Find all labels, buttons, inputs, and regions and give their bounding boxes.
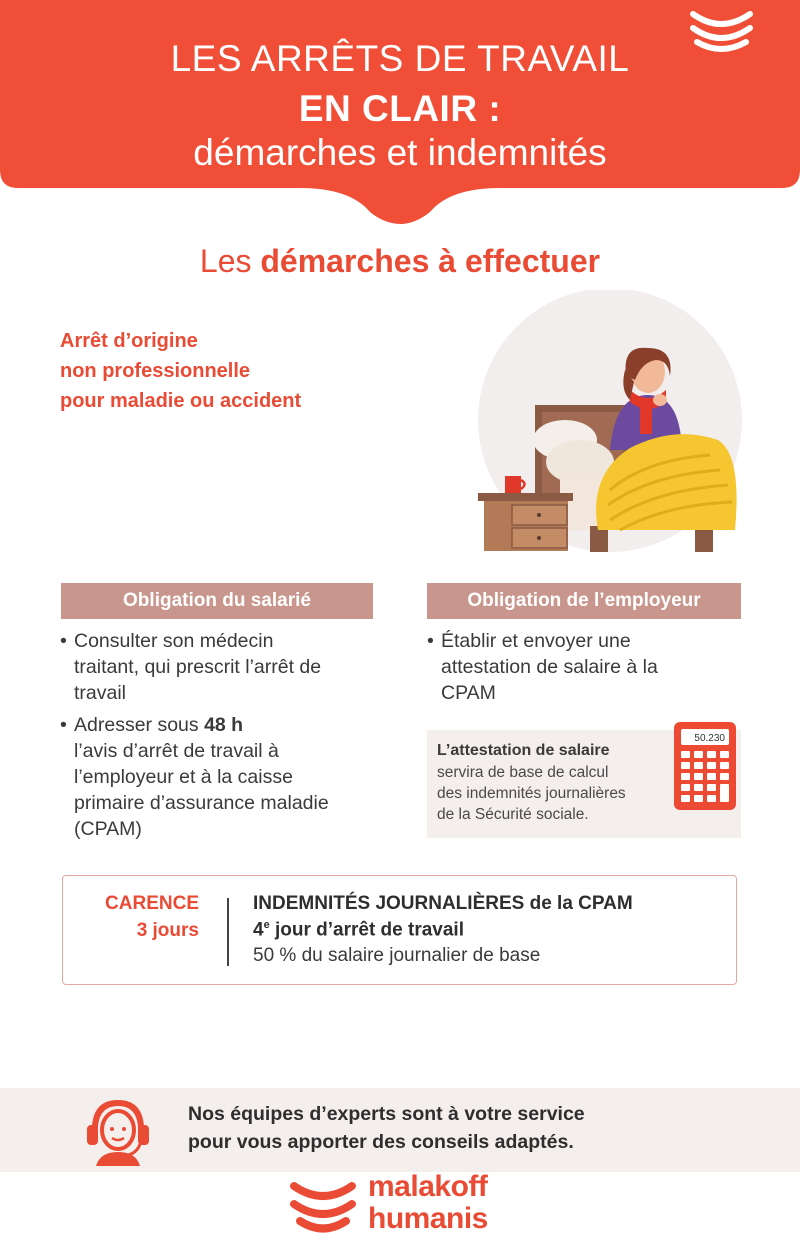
employer-obligation-header: Obligation de l’employeur [427,583,741,619]
header-title-line1: LES ARRÊTS DE TRAVAIL [170,38,630,79]
section-title-prefix: Les [199,243,261,279]
contact-line1: Nos équipes d’experts sont à votre service [188,1103,585,1125]
list-item: • Adresser sous 48 h l’avis d’arrêt de travail à l’employeur et à la caisse primaire d’assurance maladie (CPAM) [60,712,390,842]
brand-name-line2: humanis [368,1202,488,1235]
calculator-icon [672,720,738,812]
calculator-display: 50.230 [694,733,725,744]
list-item: • Consulter son médecin traitant, qui prescrit l’arrêt de travail [60,628,390,706]
carence-days: 3 jours [136,920,199,941]
section-title [0,243,800,280]
employer-obligation-list [427,628,757,712]
attestation-line1: servira de base de calcul [437,764,609,781]
attestation-line2: des indemnités journalières [437,785,626,802]
brand-name-line1: malakoff [368,1170,488,1203]
malakoff-logo-icon [288,1176,358,1236]
attestation-line3: de la Sécurité sociale. [437,806,589,823]
header-title-line3: démarches et indemnités [193,132,607,173]
sick-woman-in-bed-illustration [470,290,750,565]
origin-line1: Arrêt d’origine [60,330,198,352]
carence-label: CARENCE [105,893,199,914]
origin-line3: pour maladie ou accident [60,390,302,412]
header-title-line2: EN CLAIR : [298,88,502,129]
employee-obligation-header: Obligation du salarié [61,583,373,619]
ij-rate: 50 % du salaire journalier de base [253,945,541,966]
headset-agent-icon [80,1092,156,1168]
carence-box [62,875,737,985]
section-title-bold: démarches à effectuer [260,243,601,279]
contact-line2: pour vous apporter des conseils adaptés. [188,1131,574,1153]
employee-obligation-list [60,628,390,848]
ij-title: INDEMNITÉS JOURNALIÈRES de la CPAM [253,893,633,914]
ij-start-day: 4e jour d’arrêt de travail [253,919,464,941]
carence-divider [227,898,229,966]
contact-band [0,1088,800,1172]
origin-line2: non professionnelle [60,360,251,382]
attestation-title: L’attestation de salaire [437,742,610,759]
list-item: • Établir et envoyer une attestation de salaire à la CPAM [427,628,757,706]
